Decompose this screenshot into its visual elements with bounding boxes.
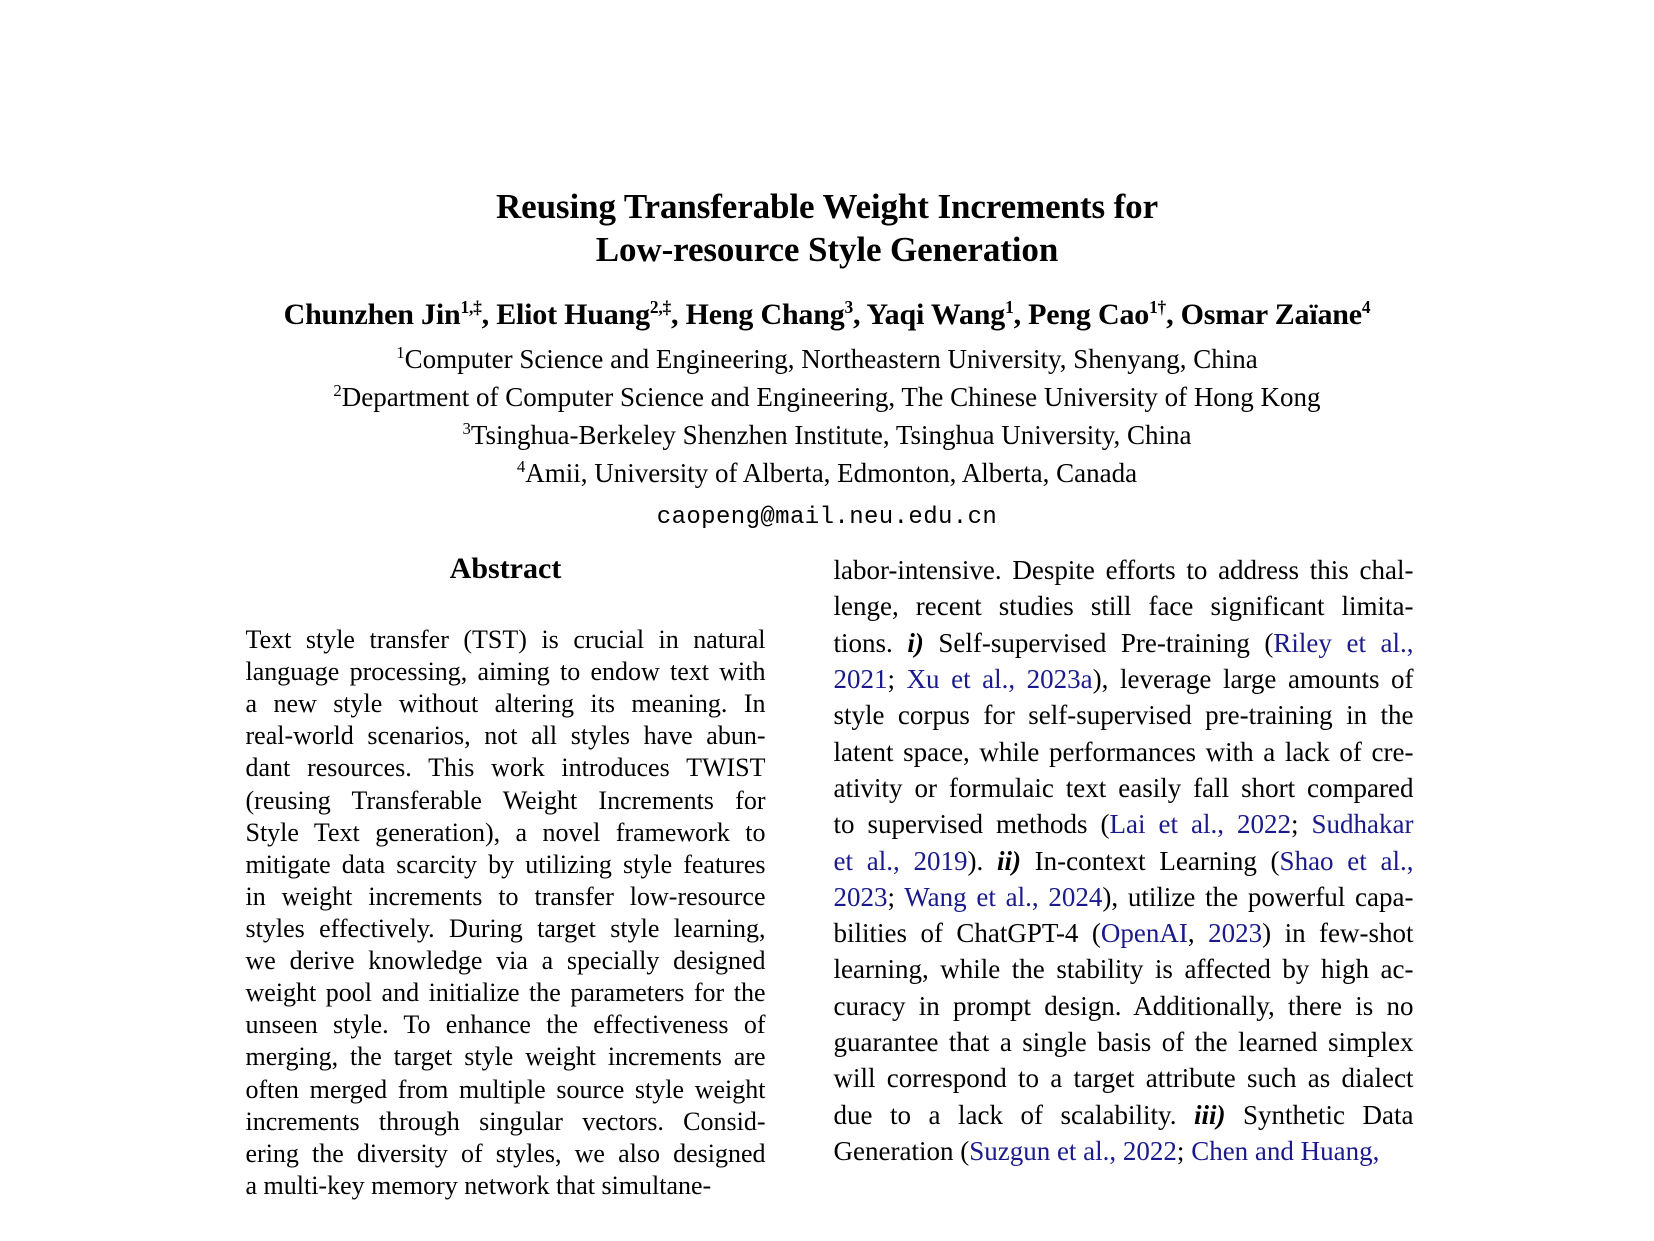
- author-affiliation-marker: 3: [844, 297, 854, 318]
- contact-email[interactable]: caopeng@mail.neu.edu.cn: [656, 503, 998, 531]
- intro-line: [834, 697, 1414, 733]
- affiliation-marker: 2: [333, 381, 342, 401]
- affiliation-line: [0, 341, 1654, 379]
- text-run: curacy in prompt design. Additionally, there is no: [833, 990, 1414, 1021]
- intro-line: [834, 1133, 1414, 1169]
- text-run: ), utilize the powerful capa-: [1102, 881, 1414, 912]
- enumeration-marker: iii): [1194, 1099, 1226, 1130]
- author-affiliation-marker: 4: [1361, 297, 1371, 318]
- text-run: tions.: [833, 627, 908, 658]
- author-affiliation-marker: 1: [1005, 297, 1014, 318]
- citation-link[interactable]: 2023: [833, 881, 888, 912]
- affiliation-text: Department of Computer Science and Engineering, The Chinese University of Hong Kong: [341, 382, 1321, 413]
- text-run: Self-supervised Pre-training (: [923, 627, 1274, 658]
- column-left: [246, 552, 766, 1202]
- column-right: [834, 552, 1414, 1202]
- abstract-line: merging, the target style weight increments are: [245, 1042, 766, 1072]
- author-name: Peng Cao$^{1\dagger}$: [1028, 297, 1167, 332]
- intro-line: [834, 1024, 1414, 1060]
- abstract-line: increments through singular vectors. Consid-: [245, 1106, 766, 1136]
- affiliation-text: Computer Science and Engineering, Northeastern University, Shenyang, China: [404, 344, 1258, 375]
- title-line-1: Reusing Transferable Weight Increments for: [495, 187, 1159, 226]
- text-run: Generation (: [833, 1136, 970, 1166]
- intro-line: [834, 843, 1414, 879]
- abstract-line: often merged from multiple source style weight: [245, 1074, 766, 1104]
- title-block: [0, 0, 1654, 531]
- text-run: ;: [887, 663, 907, 694]
- intro-line: [834, 625, 1414, 661]
- title-line-2: Low-resource Style Generation: [595, 229, 1059, 269]
- abstract-line: real-world scenarios, not all styles have abun-: [245, 721, 766, 751]
- text-run: ), leverage large amounts of: [1092, 663, 1414, 694]
- citation-link[interactable]: ,: [1406, 845, 1414, 876]
- author-separator: ,: [481, 298, 497, 332]
- text-run: ;: [1176, 1136, 1192, 1166]
- intro-line: [834, 951, 1414, 987]
- author-affiliation-marker: 1†: [1149, 297, 1167, 318]
- citation-link[interactable]: Sudhakar: [1311, 809, 1414, 840]
- author-separator: ,: [671, 298, 686, 332]
- body-columns: [0, 552, 1654, 1202]
- text-run: due to a lack of scalability.: [833, 1099, 1194, 1130]
- text-run: In-context Learning (: [1020, 845, 1280, 876]
- citation-link[interactable]: et al., 2019: [833, 845, 968, 876]
- citation-link[interactable]: Riley et al.: [1273, 627, 1407, 658]
- text-run: ;: [887, 881, 905, 912]
- enumeration-marker: ii): [996, 845, 1021, 876]
- text-run: will correspond to a target attribute such as dialect: [833, 1063, 1414, 1094]
- citation-link[interactable]: Xu et al., 2023a: [906, 663, 1093, 694]
- author-name: Heng Chang$^3$: [685, 297, 854, 332]
- abstract-line: dant resources. This work introduces TWIST: [245, 753, 766, 783]
- affiliation-text: Tsinghua-Berkeley Shenzhen Institute, Tsinghua University, China: [470, 419, 1192, 450]
- author-name: Osmar Zaïane$^4$: [1180, 297, 1371, 332]
- text-run: style corpus for self-supervised pre-training in the: [833, 700, 1414, 731]
- abstract-line: a new style without altering its meaning. In: [245, 689, 766, 719]
- author-list: [0, 298, 1654, 331]
- abstract-line: a multi-key memory network that simultane-: [245, 1170, 712, 1200]
- page-title: [277, 186, 1377, 271]
- abstract-line: mitigate data scarcity by utilizing style features: [245, 849, 766, 879]
- citation-link[interactable]: 2023: [1208, 918, 1263, 949]
- author-separator: ,: [853, 298, 867, 332]
- enumeration-marker: i): [907, 627, 924, 658]
- abstract-text: [246, 624, 766, 1202]
- citation-link[interactable]: 2021: [833, 663, 888, 694]
- abstract-line: Style Text generation), a novel framework to: [245, 817, 766, 847]
- citation-link[interactable]: Wang et al., 2024: [904, 881, 1103, 912]
- intro-line: [834, 770, 1414, 806]
- author-name: Yaqi Wang$^1$: [866, 297, 1014, 332]
- intro-line: [834, 915, 1414, 951]
- intro-line: [834, 734, 1414, 770]
- text-run: Synthetic Data: [1225, 1099, 1414, 1130]
- text-run: bilities of ChatGPT-4 (: [833, 918, 1101, 949]
- intro-line: [834, 552, 1414, 588]
- citation-link[interactable]: ,: [1406, 627, 1414, 658]
- affiliation-marker: 1: [396, 343, 405, 363]
- author-separator: ,: [1013, 298, 1029, 332]
- text-run: to supervised methods (: [833, 809, 1110, 840]
- text-run: latent space, while performances with a lack of cre-: [833, 736, 1414, 767]
- abstract-line: styles effectively. During target style learning,: [245, 913, 766, 943]
- citation-link[interactable]: OpenAI: [1100, 918, 1188, 949]
- author-name: Chunzhen Jin$^{1,\ddagger}$: [283, 297, 482, 332]
- text-run: ,: [1187, 918, 1209, 949]
- abstract-heading: Abstract: [449, 552, 562, 585]
- abstract-line: unseen style. To enhance the effectiveness of: [245, 1010, 766, 1040]
- citation-link[interactable]: Suzgun et al., 2022: [969, 1136, 1177, 1166]
- intro-line: [834, 1097, 1414, 1133]
- abstract-line: ering the diversity of styles, we also designed: [245, 1138, 766, 1168]
- author-name: Eliot Huang$^{2,\ddagger}$: [496, 297, 672, 332]
- author-separator: ,: [1166, 298, 1181, 332]
- intro-line: [834, 1060, 1414, 1096]
- intro-line: [834, 988, 1414, 1024]
- intro-line: [834, 588, 1414, 624]
- abstract-line: (reusing Transferable Weight Increments for: [245, 785, 766, 815]
- text-run: ;: [1290, 809, 1312, 840]
- text-run: ).: [967, 845, 997, 876]
- introduction-text: [834, 552, 1414, 1169]
- citation-link[interactable]: Lai et al., 2022: [1109, 809, 1291, 840]
- author-affiliation-marker: 1,‡: [460, 297, 482, 318]
- text-run: guarantee that a single basis of the learned simplex: [833, 1027, 1414, 1058]
- affiliation-line: [0, 379, 1654, 417]
- intro-line: [834, 879, 1414, 915]
- intro-line: [834, 806, 1414, 842]
- text-run: labor-intensive. Despite efforts to address this chal-: [833, 555, 1414, 585]
- text-run: ) in few-shot: [1262, 918, 1414, 949]
- abstract-line: in weight increments to transfer low-resource: [245, 881, 766, 911]
- affiliation-list: [0, 341, 1654, 492]
- affiliation-marker: 3: [462, 418, 471, 438]
- text-run: ativity or formulaic text easily fall short compared: [833, 772, 1414, 803]
- intro-line: [834, 661, 1414, 697]
- abstract-line: weight pool and initialize the parameters for the: [245, 978, 766, 1008]
- citation-link[interactable]: Shao et al.: [1279, 845, 1407, 876]
- affiliation-line: [0, 417, 1654, 455]
- affiliation-line: [0, 455, 1654, 493]
- text-run: lenge, recent studies still face significant limita-: [833, 591, 1414, 622]
- affiliation-marker: 4: [516, 456, 526, 476]
- abstract-line: we derive knowledge via a specially designed: [245, 946, 766, 976]
- text-run: learning, while the stability is affected by high ac-: [833, 954, 1414, 985]
- abstract-line: Text style transfer (TST) is crucial in natural: [245, 625, 766, 654]
- author-affiliation-marker: 2,‡: [649, 297, 672, 318]
- citation-link[interactable]: Chen and Huang,: [1191, 1136, 1380, 1166]
- abstract-line: language processing, aiming to endow text with: [245, 657, 766, 687]
- affiliation-text: Amii, University of Alberta, Edmonton, Alberta, Canada: [525, 457, 1138, 488]
